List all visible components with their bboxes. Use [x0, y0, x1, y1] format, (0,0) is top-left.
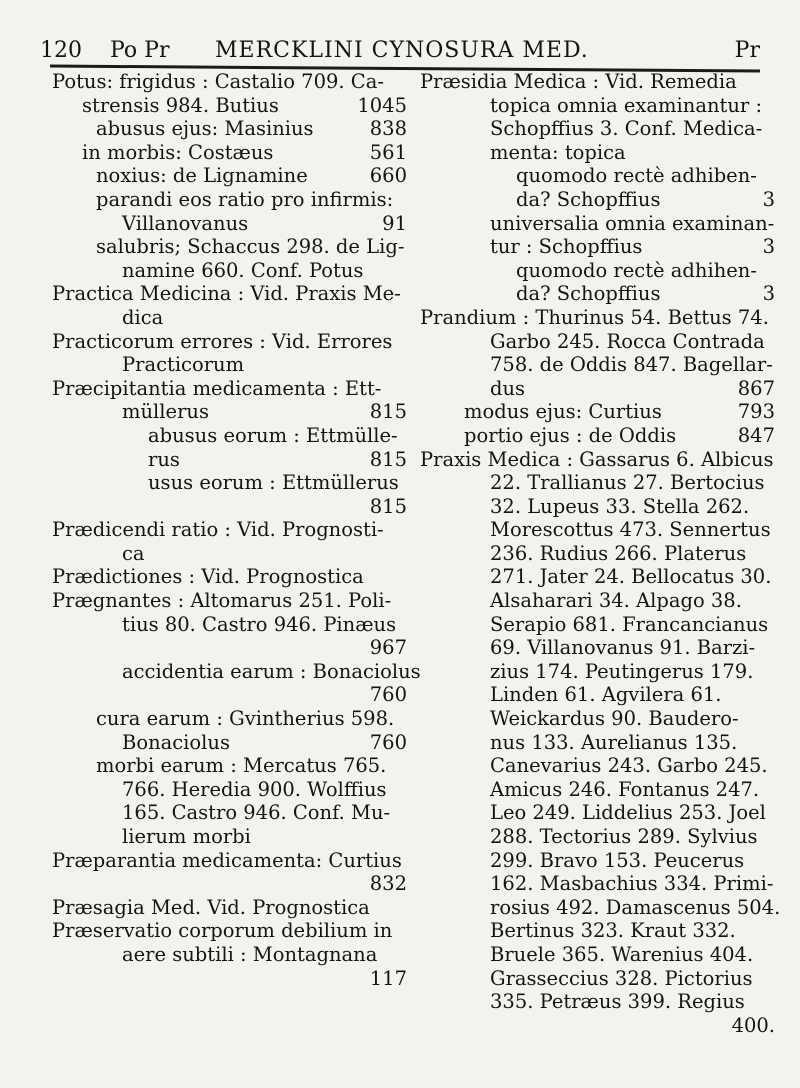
index-entry-page-ref: 760 [369, 730, 407, 754]
index-entry-text: Garbo 245. Rocca Contrada [490, 329, 765, 353]
index-line [52, 377, 407, 401]
index-entry-text: 288. Tectorius 289. Sylvius [490, 825, 758, 848]
index-line [420, 613, 775, 637]
index-entry-text: da? Schopffius [516, 187, 661, 211]
index-entry-text: Practicorum [122, 353, 245, 377]
index-line [420, 565, 775, 589]
index-entry-text: quomodo rectè adhihen- [516, 258, 757, 282]
index-entry-page-ref: 815 [369, 494, 407, 518]
index-entry-text: 162. Masbachius 334. Primi- [490, 872, 774, 896]
index-line [52, 448, 407, 472]
page-number: 120 [40, 38, 82, 63]
index-entry-text: menta: topica [490, 140, 626, 164]
index-line [52, 282, 407, 306]
index-line [52, 707, 407, 731]
index-entry-text: 335. Petræus 399. Regius [490, 990, 745, 1014]
index-entry-text: morbi earum : Mercatus 765. [96, 754, 387, 778]
index-entry-text: 236. Rudius 266. Platerus [490, 541, 747, 565]
index-line [420, 707, 775, 731]
index-entry-text: nus 133. Aurelianus 135. [490, 730, 738, 754]
index-entry-text: modus ejus: Curtius [464, 400, 662, 424]
index-line [52, 731, 407, 755]
index-line [420, 235, 775, 259]
index-line [52, 919, 407, 943]
index-entry-text: 69. Villanovanus 91. Barzi- [490, 636, 756, 660]
index-entry-text: Potus: frigidus : Castalio 709. Ca- [52, 70, 384, 93]
index-line [420, 306, 775, 330]
index-line [52, 495, 407, 519]
index-entry-page-ref: 815 [369, 447, 407, 471]
index-line [420, 471, 775, 495]
index-entry-page-ref: 561 [369, 140, 407, 164]
index-entry-text: Prandium : Thurinus 54. Bettus 74. [420, 305, 769, 329]
header-letters-left: Po Pr [110, 38, 170, 63]
index-entry-text: noxius: de Lignamine [96, 164, 308, 188]
index-entry-text: 271. Jater 24. Bellocatus 30. [490, 565, 772, 589]
index-entry-text: portio ejus : de Oddis [464, 423, 677, 447]
index-line [52, 613, 407, 637]
index-line [52, 70, 407, 94]
index-line [52, 94, 407, 118]
index-entry-text: Morescottus 473. Sennertus [490, 518, 771, 542]
index-line [420, 377, 775, 401]
index-entry-text: Bonaciolus [122, 730, 230, 754]
index-entry-text: Serapio 681. Francancianus [490, 612, 769, 636]
index-line [52, 967, 407, 991]
index-entry-text: Amicus 246. Fontanus 247. [490, 777, 760, 801]
index-line [52, 943, 407, 967]
index-line [52, 212, 407, 236]
index-line [52, 353, 407, 377]
index-entry-text: Præcipitantia medicamenta : Ett- [52, 376, 382, 400]
index-line [52, 825, 407, 849]
index-line [420, 825, 775, 849]
index-line [420, 448, 775, 472]
index-line [420, 330, 775, 354]
index-line [420, 943, 775, 967]
index-line [420, 495, 775, 519]
index-line [52, 849, 407, 873]
index-entry-text: müllerus [122, 400, 209, 424]
index-column-right [420, 70, 781, 1037]
running-title: MERCKLINI CYNOSURA MED. [215, 38, 589, 63]
index-entry-page-ref: 793 [737, 400, 775, 424]
index-line [420, 542, 775, 566]
index-line [52, 801, 407, 825]
index-line [52, 306, 407, 330]
index-entry-text: 22. Trallianus 27. Bertocius [490, 471, 765, 495]
index-entry-text: salubris; Schaccus 298. de Lig- [96, 235, 405, 259]
index-entry-page-ref: 847 [737, 423, 775, 447]
index-entry-text: ca [122, 541, 145, 565]
index-entry-text: usus eorum : Ettmüllerus [148, 471, 399, 495]
index-entry-text: Linden 61. Agvilera 61. [490, 683, 722, 707]
index-line [52, 117, 407, 141]
index-entry-text: Præservatio corporum debilium in [52, 919, 393, 943]
index-entry-text: namine 660. Conf. Potus [122, 258, 364, 282]
index-entry-page-ref: 3 [762, 282, 775, 306]
index-entry-text: zius 174. Peutingerus 179. [490, 659, 754, 683]
index-entry-text: Grasseccius 328. Pictorius [490, 966, 753, 990]
index-line [420, 94, 775, 118]
index-entry-text: lierum morbi [122, 825, 251, 848]
index-line [52, 872, 407, 896]
index-line [420, 801, 775, 825]
index-line [420, 895, 781, 920]
index-line [52, 235, 407, 259]
index-line [420, 141, 775, 165]
index-line [52, 589, 407, 613]
index-line [420, 212, 775, 236]
index-entry-page-ref: 400. [731, 1013, 775, 1037]
index-line [420, 1014, 775, 1038]
index-entry-text: 299. Bravo 153. Peucerus [490, 848, 745, 872]
index-line [52, 542, 407, 566]
index-entry-text: Alsaharari 34. Alpago 38. [490, 589, 742, 613]
index-line [52, 659, 421, 684]
index-entry-text: Weickardus 90. Baudero- [490, 707, 739, 731]
index-line [52, 683, 407, 707]
index-entry-text: dica [122, 305, 164, 329]
index-line [52, 164, 407, 188]
index-entry-text: Prædicendi ratio : Vid. Prognosti- [52, 518, 384, 542]
index-line [52, 471, 407, 495]
index-line [420, 188, 775, 212]
index-line [420, 70, 775, 94]
index-entry-text: Villanovanus [122, 211, 249, 235]
index-line [420, 731, 775, 755]
index-line [420, 518, 775, 542]
index-entry-text: Præsagia Med. Vid. Prognostica [52, 895, 370, 919]
index-column-left [52, 70, 421, 990]
index-entry-text: universalia omnia examinan- [490, 211, 775, 235]
index-entry-text: Schopffius 3. Conf. Medica- [490, 117, 763, 141]
index-entry-text: parandi eos ratio pro infirmis: [96, 187, 394, 211]
index-line [52, 259, 407, 283]
index-entry-text: topica omnia examinantur : [490, 93, 763, 117]
index-line [52, 565, 407, 589]
index-line [52, 636, 407, 660]
index-line [420, 849, 775, 873]
index-entry-text: 766. Heredia 900. Wolffius [122, 777, 387, 801]
index-line [420, 400, 775, 424]
index-line [52, 330, 407, 354]
index-line [52, 518, 407, 542]
index-entry-text: Prægnantes : Altomarus 251. Poli- [52, 589, 392, 613]
index-line [420, 117, 775, 141]
index-entry-text: in morbis: Costæus [82, 140, 274, 164]
index-entry-text: quomodo rectè adhiben- [516, 164, 757, 188]
index-line [420, 282, 775, 306]
index-entry-text: 165. Castro 946. Conf. Mu- [122, 801, 391, 825]
index-entry-text: Leo 249. Liddelius 253. Joel [490, 801, 766, 825]
index-entry-page-ref: 838 [369, 117, 407, 141]
index-entry-text: 32. Lupeus 33. Stella 262. [490, 494, 750, 518]
running-header [40, 30, 760, 70]
index-entry-text: strensis 984. Butius [82, 93, 279, 117]
index-line [420, 754, 775, 778]
index-line [420, 589, 775, 613]
index-entry-text: da? Schopffius [516, 282, 661, 306]
index-entry-text: cura earum : Gvintherius 598. [96, 707, 395, 731]
index-line [420, 660, 775, 684]
index-entry-text: abusus ejus: Masinius [96, 117, 314, 141]
index-entry-page-ref: 760 [369, 683, 407, 707]
index-entry-text: Præparantia medicamenta: Curtius [52, 848, 402, 872]
index-line [420, 990, 775, 1014]
index-entry-text: abusus eorum : Ettmülle- [148, 423, 398, 447]
index-entry-text: Bruele 365. Warenius 404. [490, 942, 754, 966]
index-entry-text: dus [490, 376, 526, 400]
index-line [52, 754, 407, 778]
index-line [420, 872, 775, 896]
index-entry-text: 758. de Oddis 847. Bagellar- [490, 353, 773, 377]
index-line [52, 400, 407, 424]
index-entry-page-ref: 1045 [357, 93, 407, 117]
index-line [420, 424, 775, 448]
index-entry-text: Praxis Medica : Gassarus 6. Albicus [420, 447, 774, 471]
index-line [420, 778, 775, 802]
index-entry-page-ref: 660 [369, 164, 407, 188]
index-entry-text: rus [148, 447, 180, 471]
index-entry-page-ref: 3 [762, 235, 775, 259]
index-entry-page-ref: 832 [369, 872, 407, 896]
index-line [52, 778, 407, 802]
index-entry-text: Practica Medicina : Vid. Praxis Me- [52, 282, 401, 306]
index-line [420, 683, 775, 707]
index-entry-page-ref: 867 [737, 376, 775, 400]
index-entry-page-ref: 967 [369, 636, 407, 660]
index-entry-page-ref: 91 [382, 211, 407, 235]
index-line [52, 896, 407, 920]
index-entry-text: aere subtili : Montagnana [122, 942, 378, 966]
index-entry-text: Præsidia Medica : Vid. Remedia [420, 70, 737, 93]
index-entry-text: rosius 492. Damascenus 504. [490, 895, 781, 919]
index-entry-page-ref: 3 [762, 187, 775, 211]
index-line [420, 636, 775, 660]
index-line [420, 259, 775, 283]
index-entry-text: Prædictiones : Vid. Prognostica [52, 565, 364, 589]
index-line [52, 141, 407, 165]
index-entry-page-ref: 117 [369, 966, 407, 990]
index-entry-text: Practicorum errores : Vid. Errores [52, 329, 393, 353]
index-entry-text: tius 80. Castro 946. Pinæus [122, 612, 397, 636]
index-entry-text: tur : Schopffius [490, 235, 643, 259]
header-letters-right: Pr [734, 38, 760, 63]
index-line [420, 164, 775, 188]
index-entry-text: Canevarius 243. Garbo 245. [490, 754, 768, 778]
index-entry-text: Bertinus 323. Kraut 332. [490, 919, 736, 943]
index-line [420, 919, 775, 943]
index-line [52, 424, 407, 448]
index-entry-text: accidentia earum : Bonaciolus [122, 659, 421, 683]
index-line [420, 967, 775, 991]
index-line [52, 188, 407, 212]
index-line [420, 353, 775, 377]
index-entry-page-ref: 815 [369, 400, 407, 424]
